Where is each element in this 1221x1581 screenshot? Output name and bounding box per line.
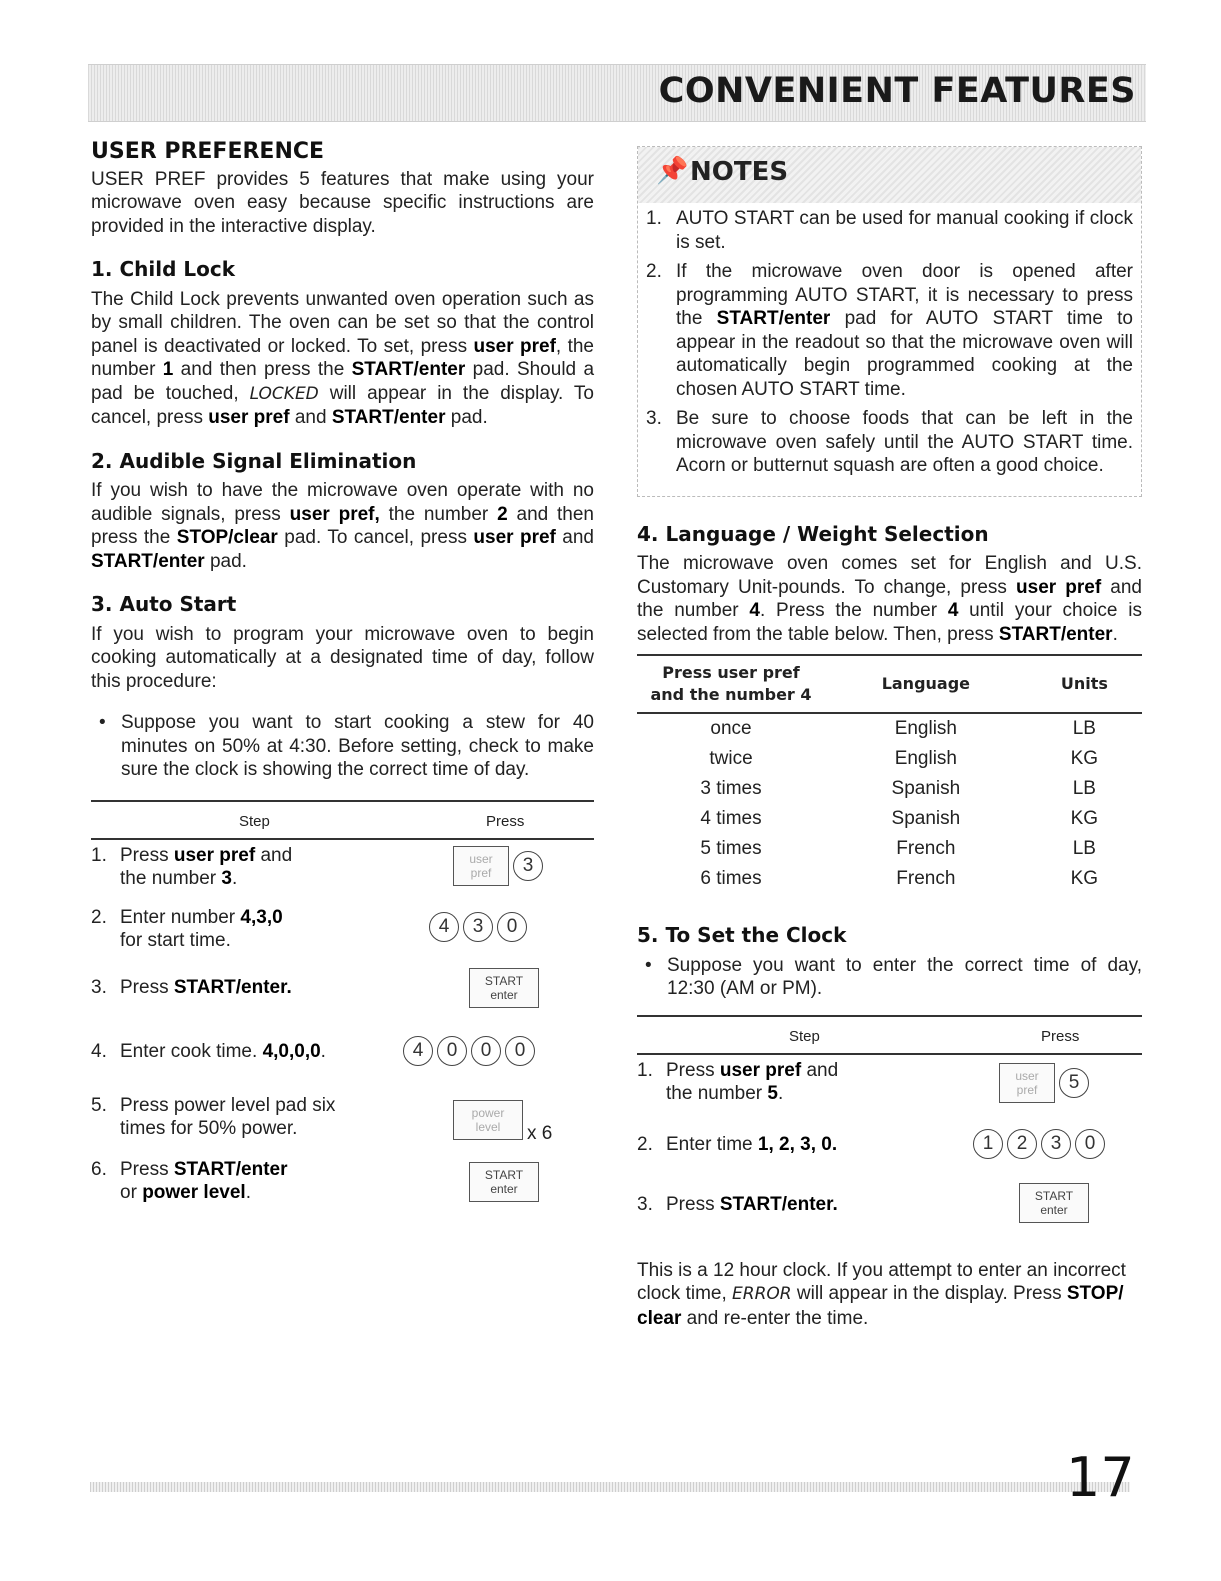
- power-level-pad: power level: [453, 1100, 523, 1140]
- step-6: 6. Press START/enter or power level.: [91, 1158, 288, 1203]
- notes-title: NOTES: [690, 157, 789, 187]
- child-lock-heading: 1. Child Lock: [91, 257, 236, 281]
- header-banner: [88, 64, 1146, 122]
- number-3-key: 3: [513, 851, 543, 881]
- banner-title: CONVENIENT FEATURES: [658, 71, 1136, 111]
- clock-footer-text: This is a 12 hour clock. If you attempt to enter an incorrect clock time, ERROR will appear in the display. Press STOP/ clear and re-enter the time.: [637, 1259, 1126, 1329]
- start-enter-pad: START enter: [469, 968, 539, 1008]
- page-number: 17: [1066, 1446, 1135, 1509]
- number-5-key: 5: [1059, 1068, 1089, 1098]
- step-4: 4. Enter cook time. 4,0,0,0.: [91, 1040, 326, 1062]
- footer-bar: [90, 1482, 1130, 1492]
- number-4-key: 4: [403, 1036, 433, 1066]
- pushpin-icon: 📌: [656, 155, 689, 185]
- table-row: twice English KG: [709, 748, 1099, 769]
- number-1-key: 1: [973, 1129, 1003, 1159]
- clock-step-1: 1. Press user pref and the number 5.: [637, 1059, 839, 1104]
- step-1: 1. Press user pref and the number 3.: [91, 844, 293, 889]
- number-0-key: 0: [1075, 1129, 1105, 1159]
- clock-step-2: 2. Enter time 1, 2, 3, 0.: [637, 1133, 838, 1155]
- audible-signal-heading: 2. Audible Signal Elimination: [91, 448, 417, 473]
- clock-step-1-press: [999, 1063, 1089, 1103]
- step-2-press: [429, 912, 527, 942]
- start-enter-pad: START enter: [1019, 1183, 1089, 1223]
- auto-start-bullet: • Suppose you want to start cooking a stew for 40 minutes on 50% at 4:30. Before setting, check to make sure the clock is showing the correct time of day.: [91, 711, 594, 782]
- times-six-label: x 6: [527, 1122, 553, 1144]
- auto-start-steps: [91, 840, 594, 1210]
- set-clock-heading: 5. To Set the Clock: [637, 923, 847, 947]
- step-column-label: Step: [789, 1027, 820, 1045]
- number-0-key: 0: [505, 1036, 535, 1066]
- number-0-key: 0: [497, 912, 527, 942]
- clock-steps: [637, 1055, 1142, 1251]
- press-column-label: Press: [1041, 1027, 1080, 1045]
- right-column: [637, 146, 1142, 1330]
- number-0-key: 0: [437, 1036, 467, 1066]
- step-4-press: [403, 1036, 535, 1066]
- clock-step-header: [637, 1015, 1142, 1055]
- table-row: once English LB: [710, 718, 1096, 739]
- language-table-col3: Units: [1027, 655, 1142, 713]
- number-4-key: 4: [429, 912, 459, 942]
- note-item: 1. AUTO START can be used for manual cooking if clock is set.: [646, 208, 1133, 253]
- table-row: 3 times Spanish LB: [700, 778, 1096, 799]
- language-table-col1: Press user pref and the number 4: [637, 655, 825, 713]
- language-text: The microwave oven comes set for English and U.S. Customary Unit-pounds. To change, press user pref and the number 4. Press the number 4 until your choice is selected from the table below. Then, press START/enter.: [637, 553, 1142, 645]
- user-preference-heading: USER PREFERENCE: [91, 139, 325, 164]
- note-item: 3. Be sure to choose foods that can be left in the microwave oven safely until the AUTO START time. Acorn or butternut squash are often a good choice.: [646, 408, 1133, 476]
- note-item: 2. If the microwave oven door is opened after programming AUTO START, it is necessary to press the START/enter pad for AUTO START time to appear in the readout so that the microwave oven will automatically begin programmed cooking at the chosen AUTO START time.: [646, 261, 1133, 400]
- step-3-press: [469, 968, 539, 1008]
- set-clock-bullet: • Suppose you want to enter the correct time of day, 12:30 (AM or PM).: [637, 954, 1142, 1001]
- step-3: 3. Press START/enter.: [91, 976, 292, 998]
- step-5-press: [453, 1096, 552, 1146]
- clock-step-2-press: [973, 1129, 1105, 1159]
- language-heading: 4. Language / Weight Selection: [637, 521, 989, 546]
- step-5: 5. Press power level pad six times for 50% power.: [91, 1094, 336, 1139]
- start-enter-pad: START enter: [469, 1162, 539, 1202]
- step-6-press: [469, 1162, 539, 1202]
- child-lock-text: The Child Lock prevents unwanted oven operation such as by small children. The oven can be set so that the control panel is deactivated or locked. To set, press user pref, the number 1 and then press the START/enter pad. Should a pad be touched, LOCKED will appear in the display. To cancel, press user pref and START/enter pad.: [91, 288, 595, 428]
- notes-list: [646, 207, 1133, 478]
- step-1-press: [453, 846, 543, 886]
- auto-start-intro: If you wish to program your microwave oven to begin cooking automatically at a designated time of day, follow this procedure:: [91, 623, 594, 692]
- language-table: [637, 654, 1142, 894]
- table-row: 5 times French LB: [700, 838, 1096, 859]
- clock-step-3: 3. Press START/enter.: [637, 1193, 838, 1215]
- table-row: 6 times French KG: [700, 868, 1099, 889]
- clock-step-3-press: [1019, 1183, 1089, 1223]
- table-row: 4 times Spanish KG: [700, 808, 1099, 829]
- left-column: [91, 140, 594, 1210]
- notes-box: [637, 146, 1142, 497]
- user-preference-intro: USER PREF provides 5 features that make using your microwave oven easy because specific instructions are provided in the interactive display.: [91, 168, 594, 237]
- auto-start-heading: 3. Auto Start: [91, 592, 237, 616]
- auto-start-step-header: [91, 800, 594, 840]
- number-2-key: 2: [1007, 1129, 1037, 1159]
- audible-signal-text: If you wish to have the microwave oven operate with no audible signals, press user pref, the number 2 and then press the STOP/clear pad. To cancel, press user pref and START/enter pad.: [91, 480, 595, 572]
- notes-header: [638, 147, 1141, 203]
- user-pref-pad: user pref: [999, 1063, 1055, 1103]
- user-pref-pad: user pref: [453, 846, 509, 886]
- number-0-key: 0: [471, 1036, 501, 1066]
- number-3-key: 3: [463, 912, 493, 942]
- step-2: 2. Enter number 4,3,0 for start time.: [91, 906, 283, 951]
- language-table-col2: Language: [825, 655, 1027, 713]
- press-column-label: Press: [486, 812, 525, 830]
- step-column-label: Step: [239, 812, 270, 830]
- number-3-key: 3: [1041, 1129, 1071, 1159]
